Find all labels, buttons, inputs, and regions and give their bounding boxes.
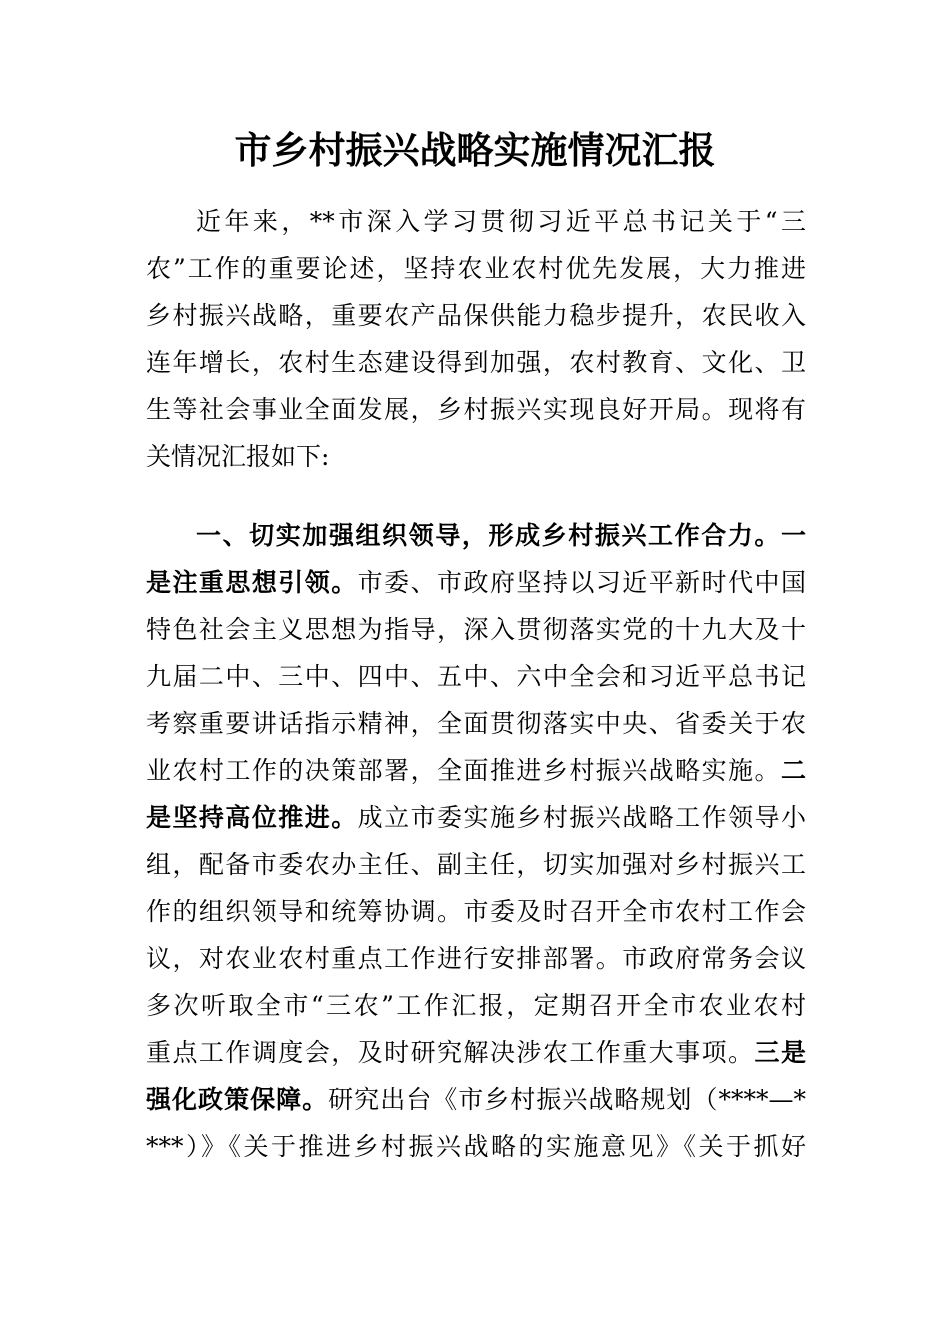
text-line: 农”工作的重要论述，坚持农业农村优先发展，大力推进: [146, 254, 806, 283]
text-line: 作的组织领导和统筹协调。市委及时召开全市农村工作会: [146, 897, 806, 926]
text-line: 九届二中、三中、四中、五中、六中全会和习近平总书记: [146, 662, 806, 691]
text-line: 连年增长，农村生态建设得到加强，农村教育、文化、卫: [146, 348, 806, 377]
text-line: 近年来，**市深入学习贯彻习近平总书记关于“三: [196, 207, 806, 236]
text-line: [146, 747, 806, 794]
subpoint-heading: 是注重思想引领。: [146, 568, 358, 597]
text-line: 考察重要讲话指示精神，全面贯彻落实中央、省委关于农: [146, 709, 806, 738]
text-line: 关情况汇报如下:: [146, 442, 330, 471]
text-line: 组，配备市委农办主任、副主任，切实加强对乡村振兴工: [146, 850, 806, 879]
text-line: 议，对农业农村重点工作进行安排部署。市政府常务会议: [146, 944, 806, 973]
section-heading-line: 一、切实加强组织领导，形成乡村振兴工作合力。一: [196, 521, 806, 550]
text-line: [146, 1076, 806, 1123]
text-line: 乡村振兴战略，重要农产品保供能力稳步提升，农民收入: [146, 301, 806, 330]
text-line: [146, 1029, 806, 1076]
text-line: [146, 794, 806, 841]
section-one-paragraph: [146, 512, 806, 1170]
subpoint-heading: 三是: [754, 1038, 806, 1067]
text-line: 生等社会事业全面发展，乡村振兴实现良好开局。现将有: [146, 395, 806, 424]
text-segment: 成立市委实施乡村振兴战略工作领导小: [357, 803, 806, 832]
text-segment: 研究出台《市乡村振兴战略规划（****—*: [328, 1085, 806, 1114]
text-segment: 重点工作调度会，及时研究解决涉农工作重大事项。: [146, 1038, 755, 1067]
subpoint-heading: 二: [780, 756, 806, 785]
subpoint-heading: 是坚持高位推进。: [146, 803, 358, 832]
text-line: 特色社会主义思想为指导，深入贯彻落实党的十九大及十: [146, 615, 806, 644]
text-segment: 市委、市政府坚持以习近平新时代中国: [357, 568, 806, 597]
text-segment: 业农村工作的决策部署，全面推进乡村振兴战略实施。: [146, 756, 781, 785]
text-line: [146, 559, 806, 606]
document-title: 市乡村振兴战略实施情况汇报: [234, 128, 716, 172]
subpoint-heading: 强化政策保障。: [146, 1085, 329, 1114]
text-line: 多次听取全市“三农”工作汇报，定期召开全市农业农村: [146, 991, 806, 1020]
text-line: ***）》《关于推进乡村振兴战略的实施意见》《关于抓好: [146, 1132, 806, 1161]
intro-paragraph: [146, 198, 806, 480]
